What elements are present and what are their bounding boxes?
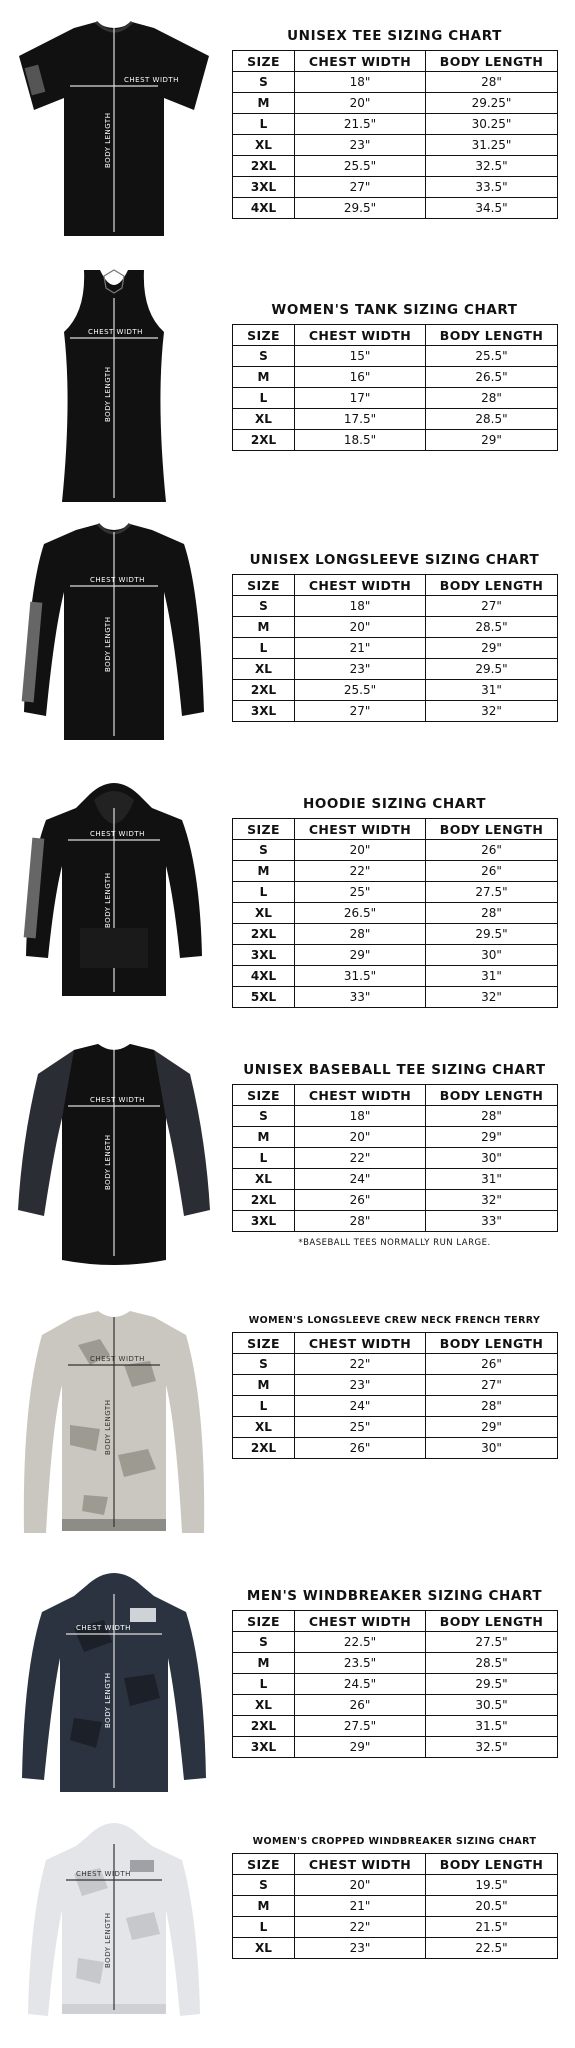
body-length-cell: 31" (426, 1169, 558, 1190)
chest-width-cell: 18" (295, 72, 426, 93)
chest-width-label: CHEST WIDTH (90, 576, 145, 584)
body-length-cell: 27.5" (426, 882, 558, 903)
chest-width-label: CHEST WIDTH (90, 1355, 145, 1363)
chest-width-cell: 23" (295, 1375, 426, 1396)
table-row (233, 638, 558, 659)
size-cell: L (233, 1396, 295, 1417)
table-row (233, 596, 558, 617)
size-table (232, 50, 558, 219)
table-row (233, 840, 558, 861)
size-cell: 3XL (233, 945, 295, 966)
chest-width-cell: 17.5" (295, 409, 426, 430)
chest-width-cell: 16" (295, 367, 426, 388)
body-length-cell: 34.5" (426, 198, 558, 219)
size-cell: 4XL (233, 198, 295, 219)
body-length-cell: 30" (426, 945, 558, 966)
size-cell: S (233, 346, 295, 367)
chest-width-cell: 25" (295, 882, 426, 903)
column-header: CHEST WIDTH (295, 1611, 426, 1632)
chart-mens-windbreaker (232, 1588, 557, 1758)
body-length-label: BODY LENGTH (104, 872, 112, 928)
size-cell: 5XL (233, 987, 295, 1008)
chest-width-cell: 17" (295, 388, 426, 409)
body-length-label: BODY LENGTH (104, 1672, 112, 1728)
chest-width-cell: 27" (295, 177, 426, 198)
chest-width-cell: 33" (295, 987, 426, 1008)
chest-width-cell: 23" (295, 1938, 426, 1959)
body-length-cell: 29.25" (426, 93, 558, 114)
chart-unisex-longsleeve (232, 552, 557, 722)
tee-image (14, 18, 214, 243)
chest-width-cell: 22" (295, 1148, 426, 1169)
chest-width-cell: 26" (295, 1190, 426, 1211)
chart-title: WOMEN'S LONGSLEEVE CREW NECK FRENCH TERRY (248, 1315, 541, 1326)
table-row (233, 346, 558, 367)
column-header: CHEST WIDTH (295, 51, 426, 72)
body-length-cell: 32" (426, 1190, 558, 1211)
column-header: BODY LENGTH (426, 1333, 558, 1354)
table-row (233, 1917, 558, 1938)
table-row (233, 945, 558, 966)
size-cell: XL (233, 903, 295, 924)
table-row (233, 680, 558, 701)
chest-width-cell: 26.5" (295, 903, 426, 924)
table-row (233, 93, 558, 114)
chart-title: MEN'S WINDBREAKER SIZING CHART (246, 1588, 543, 1604)
chest-width-cell: 25.5" (295, 680, 426, 701)
table-row (233, 659, 558, 680)
chest-width-cell: 18.5" (295, 430, 426, 451)
size-table (232, 818, 558, 1008)
size-cell: XL (233, 659, 295, 680)
chest-width-cell: 27.5" (295, 1716, 426, 1737)
size-table (232, 1332, 558, 1459)
size-cell: L (233, 1674, 295, 1695)
column-header: BODY LENGTH (426, 1854, 558, 1875)
table-row (233, 987, 558, 1008)
size-cell: M (233, 367, 295, 388)
size-cell: L (233, 882, 295, 903)
table-row (233, 409, 558, 430)
table-row (233, 135, 558, 156)
size-table (232, 1610, 558, 1758)
body-length-cell: 22.5" (426, 1938, 558, 1959)
chest-width-cell: 31.5" (295, 966, 426, 987)
table-row (233, 882, 558, 903)
body-length-cell: 32.5" (426, 156, 558, 177)
chest-width-cell: 26" (295, 1695, 426, 1716)
body-length-cell: 28" (426, 1106, 558, 1127)
column-header: BODY LENGTH (426, 1085, 558, 1106)
table-row (233, 114, 558, 135)
size-cell: S (233, 72, 295, 93)
table-row (233, 198, 558, 219)
body-length-cell: 26" (426, 840, 558, 861)
chart-title: UNISEX TEE SIZING CHART (287, 28, 502, 44)
size-cell: S (233, 840, 295, 861)
table-row (233, 1938, 558, 1959)
chest-width-cell: 29" (295, 1737, 426, 1758)
chest-width-cell: 27" (295, 701, 426, 722)
body-length-cell: 31.5" (426, 1716, 558, 1737)
body-length-cell: 26" (426, 1354, 558, 1375)
size-cell: L (233, 638, 295, 659)
chart-title: UNISEX BASEBALL TEE SIZING CHART (243, 1062, 546, 1078)
table-row (233, 1211, 558, 1232)
column-header: SIZE (233, 575, 295, 596)
table-row (233, 1896, 558, 1917)
body-length-cell: 29" (426, 430, 558, 451)
table-row (233, 1716, 558, 1737)
table-row (233, 388, 558, 409)
size-cell: 2XL (233, 1438, 295, 1459)
chest-width-cell: 25" (295, 1417, 426, 1438)
chest-width-label: CHEST WIDTH (88, 328, 143, 336)
size-cell: 2XL (233, 156, 295, 177)
chest-width-cell: 21" (295, 638, 426, 659)
body-length-cell: 29" (426, 638, 558, 659)
chart-title: HOODIE SIZING CHART (302, 796, 487, 812)
body-length-cell: 20.5" (426, 1896, 558, 1917)
chest-width-cell: 29" (295, 945, 426, 966)
size-cell: XL (233, 135, 295, 156)
chest-width-cell: 23.5" (295, 1653, 426, 1674)
body-length-label: BODY LENGTH (104, 616, 112, 672)
size-cell: M (233, 1896, 295, 1917)
size-cell: S (233, 596, 295, 617)
table-row (233, 1632, 558, 1653)
body-length-cell: 27" (426, 596, 558, 617)
column-header: BODY LENGTH (426, 575, 558, 596)
chest-width-label: CHEST WIDTH (76, 1624, 131, 1632)
body-length-cell: 19.5" (426, 1875, 558, 1896)
size-cell: 2XL (233, 680, 295, 701)
size-cell: M (233, 1127, 295, 1148)
tank-image (14, 262, 214, 512)
table-row (233, 617, 558, 638)
chest-width-cell: 22" (295, 1917, 426, 1938)
size-cell: L (233, 114, 295, 135)
body-length-cell: 30.5" (426, 1695, 558, 1716)
table-row (233, 367, 558, 388)
chest-width-cell: 24" (295, 1169, 426, 1190)
table-row (233, 701, 558, 722)
body-length-cell: 30" (426, 1148, 558, 1169)
chart-unisex-tee (232, 28, 557, 219)
size-cell: M (233, 1653, 295, 1674)
column-header: CHEST WIDTH (295, 819, 426, 840)
table-row (233, 1190, 558, 1211)
size-cell: M (233, 93, 295, 114)
chest-width-cell: 28" (295, 1211, 426, 1232)
size-cell: XL (233, 1695, 295, 1716)
table-row (233, 1674, 558, 1695)
size-cell: 2XL (233, 1716, 295, 1737)
body-length-cell: 30" (426, 1438, 558, 1459)
chart-womens-crew-french-terry (232, 1315, 557, 1459)
chart-womens-cropped-windbreaker (232, 1836, 557, 1959)
table-row (233, 1375, 558, 1396)
longsleeve-image (14, 522, 214, 747)
body-length-cell: 30.25" (426, 114, 558, 135)
chest-width-cell: 15" (295, 346, 426, 367)
body-length-cell: 29" (426, 1127, 558, 1148)
size-cell: 2XL (233, 430, 295, 451)
table-row (233, 1396, 558, 1417)
size-cell: 2XL (233, 1190, 295, 1211)
body-length-cell: 29" (426, 1417, 558, 1438)
column-header: CHEST WIDTH (295, 1854, 426, 1875)
body-length-cell: 28.5" (426, 617, 558, 638)
column-header: CHEST WIDTH (295, 1085, 426, 1106)
chart-womens-tank (232, 302, 557, 451)
body-length-cell: 29.5" (426, 1674, 558, 1695)
table-row (233, 1106, 558, 1127)
body-length-cell: 28" (426, 72, 558, 93)
table-row (233, 1354, 558, 1375)
chest-width-cell: 18" (295, 1106, 426, 1127)
table-row (233, 1127, 558, 1148)
chest-width-cell: 23" (295, 659, 426, 680)
table-row (233, 1653, 558, 1674)
body-length-cell: 31.25" (426, 135, 558, 156)
body-length-label: BODY LENGTH (104, 1912, 112, 1968)
size-cell: 4XL (233, 966, 295, 987)
hoodie-image (14, 778, 214, 1008)
size-cell: S (233, 1875, 295, 1896)
size-cell: S (233, 1354, 295, 1375)
size-table (232, 324, 558, 451)
size-cell: XL (233, 1417, 295, 1438)
body-length-label: BODY LENGTH (104, 1399, 112, 1455)
table-row (233, 177, 558, 198)
table-row (233, 156, 558, 177)
footnote: *BASEBALL TEES NORMALLY RUN LARGE. (298, 1238, 491, 1248)
chart-hoodie (232, 796, 557, 1008)
size-table (232, 1853, 558, 1959)
column-header: SIZE (233, 1854, 295, 1875)
body-length-cell: 28" (426, 388, 558, 409)
chest-width-cell: 24.5" (295, 1674, 426, 1695)
size-cell: 3XL (233, 1211, 295, 1232)
table-row (233, 1737, 558, 1758)
table-row (233, 1875, 558, 1896)
body-length-cell: 29.5" (426, 924, 558, 945)
chest-width-cell: 20" (295, 617, 426, 638)
table-row (233, 903, 558, 924)
table-row (233, 1169, 558, 1190)
table-row (233, 861, 558, 882)
chest-width-cell: 20" (295, 93, 426, 114)
chest-width-cell: 28" (295, 924, 426, 945)
body-length-cell: 21.5" (426, 1917, 558, 1938)
windbreaker-image (14, 1568, 214, 1798)
chest-width-cell: 20" (295, 1875, 426, 1896)
body-length-cell: 28.5" (426, 409, 558, 430)
body-length-cell: 32" (426, 701, 558, 722)
body-length-cell: 32.5" (426, 1737, 558, 1758)
size-cell: 3XL (233, 1737, 295, 1758)
body-length-cell: 26.5" (426, 367, 558, 388)
size-cell: L (233, 1917, 295, 1938)
column-header: SIZE (233, 325, 295, 346)
chest-width-cell: 26" (295, 1438, 426, 1459)
chest-width-label: CHEST WIDTH (124, 76, 179, 84)
column-header: BODY LENGTH (426, 1611, 558, 1632)
table-row (233, 1438, 558, 1459)
column-header: CHEST WIDTH (295, 1333, 426, 1354)
size-cell: XL (233, 409, 295, 430)
body-length-cell: 33" (426, 1211, 558, 1232)
chest-width-cell: 22" (295, 861, 426, 882)
body-length-cell: 29.5" (426, 659, 558, 680)
column-header: BODY LENGTH (426, 325, 558, 346)
column-header: SIZE (233, 1333, 295, 1354)
body-length-cell: 31" (426, 966, 558, 987)
size-cell: 3XL (233, 701, 295, 722)
column-header: CHEST WIDTH (295, 325, 426, 346)
table-row (233, 966, 558, 987)
table-row (233, 924, 558, 945)
table-row (233, 1695, 558, 1716)
body-length-cell: 27" (426, 1375, 558, 1396)
size-cell: M (233, 1375, 295, 1396)
body-length-cell: 28" (426, 1396, 558, 1417)
chest-width-cell: 25.5" (295, 156, 426, 177)
body-length-cell: 27.5" (426, 1632, 558, 1653)
chest-width-cell: 21.5" (295, 114, 426, 135)
table-row (233, 1417, 558, 1438)
body-length-cell: 26" (426, 861, 558, 882)
size-cell: 3XL (233, 177, 295, 198)
body-length-cell: 31" (426, 680, 558, 701)
chart-title: WOMEN'S CROPPED WINDBREAKER SIZING CHART (252, 1836, 537, 1847)
size-cell: S (233, 1106, 295, 1127)
chest-width-cell: 20" (295, 1127, 426, 1148)
column-header: SIZE (233, 1085, 295, 1106)
column-header: BODY LENGTH (426, 51, 558, 72)
size-cell: L (233, 1148, 295, 1169)
chest-width-label: CHEST WIDTH (76, 1870, 131, 1878)
chart-title: WOMEN'S TANK SIZING CHART (271, 302, 518, 318)
size-cell: XL (233, 1169, 295, 1190)
size-cell: 2XL (233, 924, 295, 945)
table-row (233, 72, 558, 93)
table-row (233, 430, 558, 451)
body-length-label: BODY LENGTH (104, 112, 112, 168)
table-row (233, 1148, 558, 1169)
chest-width-label: CHEST WIDTH (90, 1096, 145, 1104)
column-header: SIZE (233, 819, 295, 840)
column-header: SIZE (233, 1611, 295, 1632)
chart-title: UNISEX LONGSLEEVE SIZING CHART (249, 552, 540, 568)
chest-width-cell: 20" (295, 840, 426, 861)
size-cell: M (233, 861, 295, 882)
cropped-windbreaker-image (14, 1818, 214, 2028)
chest-width-cell: 23" (295, 135, 426, 156)
size-table (232, 1084, 558, 1232)
chest-width-cell: 22" (295, 1354, 426, 1375)
body-length-cell: 28.5" (426, 1653, 558, 1674)
body-length-cell: 33.5" (426, 177, 558, 198)
size-cell: XL (233, 1938, 295, 1959)
column-header: CHEST WIDTH (295, 575, 426, 596)
chest-width-cell: 21" (295, 1896, 426, 1917)
column-header: BODY LENGTH (426, 819, 558, 840)
size-cell: L (233, 388, 295, 409)
chest-width-cell: 18" (295, 596, 426, 617)
chest-width-label: CHEST WIDTH (90, 830, 145, 838)
body-length-label: BODY LENGTH (104, 366, 112, 422)
size-table (232, 574, 558, 722)
column-header: SIZE (233, 51, 295, 72)
body-length-cell: 28" (426, 903, 558, 924)
chart-baseball-tee (232, 1062, 557, 1248)
chest-width-cell: 22.5" (295, 1632, 426, 1653)
chest-width-cell: 29.5" (295, 198, 426, 219)
body-length-label: BODY LENGTH (104, 1134, 112, 1190)
baseball-tee-image (14, 1040, 214, 1270)
size-cell: S (233, 1632, 295, 1653)
size-cell: M (233, 617, 295, 638)
body-length-cell: 32" (426, 987, 558, 1008)
chest-width-cell: 24" (295, 1396, 426, 1417)
body-length-cell: 25.5" (426, 346, 558, 367)
french-terry-image (14, 1305, 214, 1540)
